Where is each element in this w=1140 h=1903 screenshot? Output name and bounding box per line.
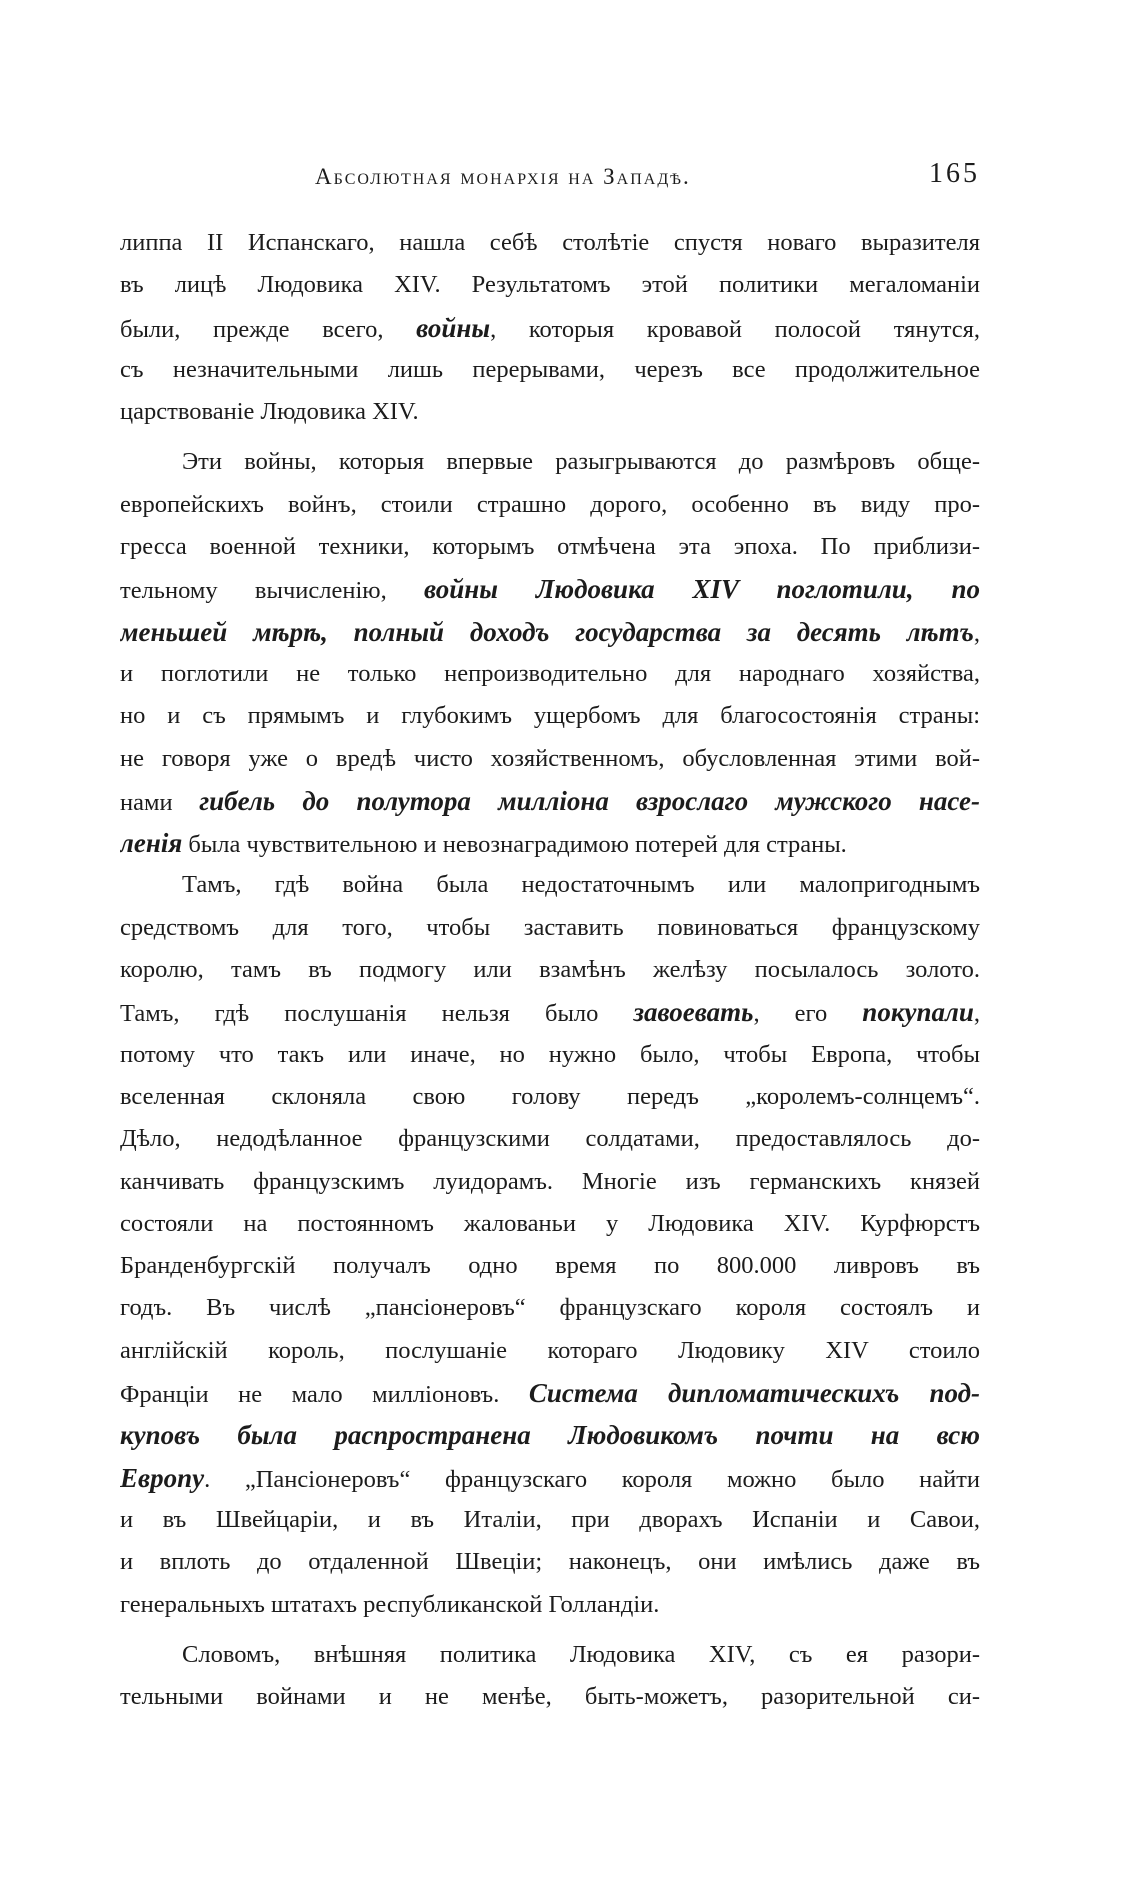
text-line: королю, тамъ въ подмогу или взамѣнъ желѣзу посылалось золото. (120, 956, 980, 984)
text-line: меньшей мѣрѣ, полный доходъ государства за десять лѣтъ, (120, 616, 980, 647)
text-line: средствомъ для того, чтобы заставить повиноваться французскому (120, 913, 980, 941)
body-text (120, 222, 980, 1718)
text-line: Тамъ, гдѣ война была недостаточнымъ или малопригоднымъ (182, 871, 980, 899)
text-line: состояли на постоянномъ жалованьи у Людовика XIV. Курфюрстъ (120, 1209, 980, 1237)
text-line: и поглотили не только непроизводительно для народнаго хозяйства, (120, 659, 980, 687)
text-line: Бранденбургскій получалъ одно время по 800.000 ливровъ въ (120, 1252, 980, 1280)
text-line: Европу. „Пансіонеровъ“ французскаго короля можно было найти (120, 1462, 980, 1493)
text-line: вселенная склоняла свою голову передъ „королемъ-солнцемъ“. (120, 1082, 980, 1110)
text-line: тельными войнами и не менѣе, быть-можетъ, разорительной си- (120, 1683, 980, 1711)
text-line: и вплоть до отдаленной Швеціи; наконецъ, они имѣлись даже въ (120, 1548, 980, 1576)
text-line: Эти войны, которыя впервые разыгрываются до размѣровъ обще- (182, 448, 980, 476)
text-line: но и съ прямымъ и глубокимъ ущербомъ для благосостоянія страны: (120, 702, 980, 730)
page-number: 165 (929, 158, 980, 189)
text-line: и въ Швейцаріи, и въ Италіи, при дворахъ Испаніи и Савои, (120, 1505, 980, 1533)
text-line: Дѣло, недодѣланное французскими солдатами, предоставлялось до- (120, 1125, 980, 1153)
text-line: ленія была чувствительною и невознаградимою потерей для страны. (120, 828, 847, 859)
text-line: Словомъ, внѣшняя политика Людовика XIV, съ ея разори- (182, 1640, 980, 1668)
text-line: были, прежде всего, войны, которыя кровавой полосой тянутся, (120, 312, 980, 343)
text-line: потому что такъ или иначе, но нужно было, чтобы Европа, чтобы (120, 1040, 980, 1068)
text-line: съ незначительными лишь перерывами, черезъ все продолжительное (120, 355, 980, 383)
text-line: тельному вычисленію, войны Людовика XIV поглотили, по (120, 574, 980, 605)
text-line: годъ. Въ числѣ „пансіонеровъ“ французскаго короля состоялъ и (120, 1294, 980, 1322)
text-line: въ лицѣ Людовика XIV. Результатомъ этой политики мегаломаніи (120, 271, 980, 299)
page-header (120, 158, 980, 198)
text-line: царствованіе Людовика XIV. (120, 398, 419, 426)
text-line: генеральныхъ штатахъ республиканской Голландіи. (120, 1590, 660, 1618)
text-line: Тамъ, гдѣ послушанія нельзя было завоевать, его покупали, (120, 997, 980, 1028)
text-line: нами гибель до полутора милліона взрослаго мужского насе- (120, 785, 980, 816)
text-line: Франціи не мало милліоновъ. Система дипломатическихъ под- (120, 1378, 980, 1409)
text-line: англійскій король, послушаніе котораго Людовику XIV стоило (120, 1336, 980, 1364)
text-line: куповъ была распространена Людовикомъ почти на всю (120, 1420, 980, 1451)
running-title: Абсолютная монархія на Западѣ. (315, 164, 691, 189)
text-line: европейскихъ войнъ, стоили страшно дорого, особенно въ виду про- (120, 490, 980, 518)
text-line: канчивать французскимъ луидорамъ. Многіе изъ германскихъ князей (120, 1167, 980, 1195)
text-line: липпа II Испанскаго, нашла себѣ столѣтіе спустя новаго выразителя (120, 229, 980, 256)
text-line: гресса военной техники, которымъ отмѣчена эта эпоха. По приблизи- (120, 533, 980, 561)
text-line: не говоря уже о вредѣ чисто хозяйственномъ, обусловленная этими вой- (120, 744, 980, 772)
